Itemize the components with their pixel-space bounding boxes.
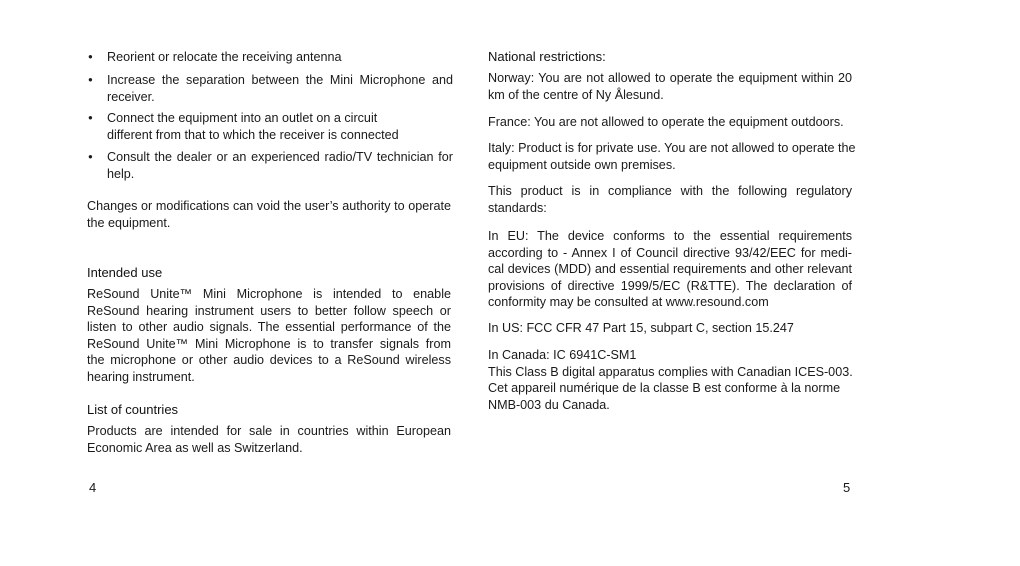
text-line: Increase the separation between the Mini Microphone and bbox=[107, 73, 453, 87]
page-number-right: 5 bbox=[843, 480, 851, 495]
text-line: Consult the dealer or an experienced radio/TV technician for bbox=[107, 150, 453, 164]
heading-text: Intended use bbox=[87, 265, 163, 280]
bullet-icon: ● bbox=[88, 113, 93, 122]
text-line: according to - Annex I of Council directive 93/42/EEC for medi- bbox=[488, 245, 852, 260]
text-line: Cet appareil numérique de la classe B est conforme à la norme bbox=[488, 381, 841, 396]
eu-compliance bbox=[488, 228, 852, 311]
text-line: Reorient or relocate the receiving antenna bbox=[107, 50, 342, 64]
text-line: ReSound Unite™ Mini Microphone is intended to enable bbox=[87, 287, 451, 301]
text-line: Changes or modifications can void the user’s authority to operate bbox=[87, 199, 451, 213]
text-line: standards: bbox=[488, 200, 547, 215]
intended-use-text bbox=[87, 286, 451, 386]
text-line: France: You are not allowed to operate the equipment outdoors. bbox=[488, 115, 844, 129]
text-line: In Canada: IC 6941C-SM1 bbox=[488, 348, 637, 362]
text-line: conformity may be consulted at www.resound.com bbox=[488, 295, 769, 310]
text-line: receiver. bbox=[107, 89, 155, 104]
bullet-icon: ● bbox=[88, 52, 93, 61]
text-line: listen to other audio signals. The essential performance of the bbox=[87, 320, 451, 335]
text-line: In US: FCC CFR 47 Part 15, subpart C, section 15.247 bbox=[488, 321, 794, 335]
text-line: Italy: Product is for private use. You are not allowed to operate the bbox=[488, 141, 856, 155]
page-number-left: 4 bbox=[89, 480, 97, 495]
text-line: Economic Area as well as Switzerland. bbox=[87, 440, 303, 455]
norway-restriction bbox=[488, 70, 852, 103]
bullet-icon: ● bbox=[88, 152, 93, 161]
text-line: different from that to which the receiver is connected bbox=[107, 127, 399, 142]
intended-use-heading bbox=[87, 265, 451, 282]
text-line: equipment outside own premises. bbox=[488, 157, 676, 172]
bullet-icon: ● bbox=[88, 75, 93, 84]
text-line: This product is in compliance with the following regulatory bbox=[488, 184, 852, 198]
changes-note bbox=[87, 198, 451, 231]
restrictions-heading bbox=[488, 49, 852, 66]
text-line: the microphone or other audio devices to a ReSound wireless bbox=[87, 353, 451, 368]
text-line: Products are intended for sale in countries within European bbox=[87, 424, 451, 438]
bullet-item bbox=[88, 110, 451, 143]
compliance-text bbox=[488, 183, 852, 216]
text-line: ReSound Unite™ Mini Microphone is to transfer signals from bbox=[87, 336, 451, 351]
countries-heading bbox=[87, 402, 451, 419]
countries-text bbox=[87, 423, 451, 456]
text-line: Connect the equipment into an outlet on a circuit bbox=[107, 111, 378, 125]
text-line: provisions of directive 1999/5/EC (R&TTE). The declaration of bbox=[488, 278, 852, 293]
text-line: cal devices (MDD) and essential requirements and other relevant bbox=[488, 262, 852, 277]
italy-restriction bbox=[488, 140, 856, 173]
text-line: Norway: You are not allowed to operate the equipment within 20 bbox=[488, 71, 852, 85]
text-line: help. bbox=[107, 166, 135, 181]
france-restriction bbox=[488, 114, 852, 131]
bullet-item bbox=[88, 72, 453, 105]
text-line: km of the centre of Ny Ålesund. bbox=[488, 87, 664, 102]
bullet-item bbox=[88, 149, 453, 182]
bullet-item bbox=[88, 49, 451, 66]
text-line: This Class B digital apparatus complies with Canadian ICES-003. bbox=[488, 364, 853, 379]
text-line: the equipment. bbox=[87, 215, 171, 230]
heading-text: List of countries bbox=[87, 402, 179, 417]
us-compliance bbox=[488, 320, 852, 337]
text-line: hearing instrument. bbox=[87, 369, 195, 384]
text-line: ReSound hearing instrument users to better follow speech or bbox=[87, 303, 451, 318]
text-line: In EU: The device conforms to the essential requirements bbox=[488, 229, 852, 243]
text-line: NMB-003 du Canada. bbox=[488, 397, 610, 412]
canada-compliance bbox=[488, 347, 852, 413]
heading-text: National restrictions: bbox=[488, 49, 606, 64]
